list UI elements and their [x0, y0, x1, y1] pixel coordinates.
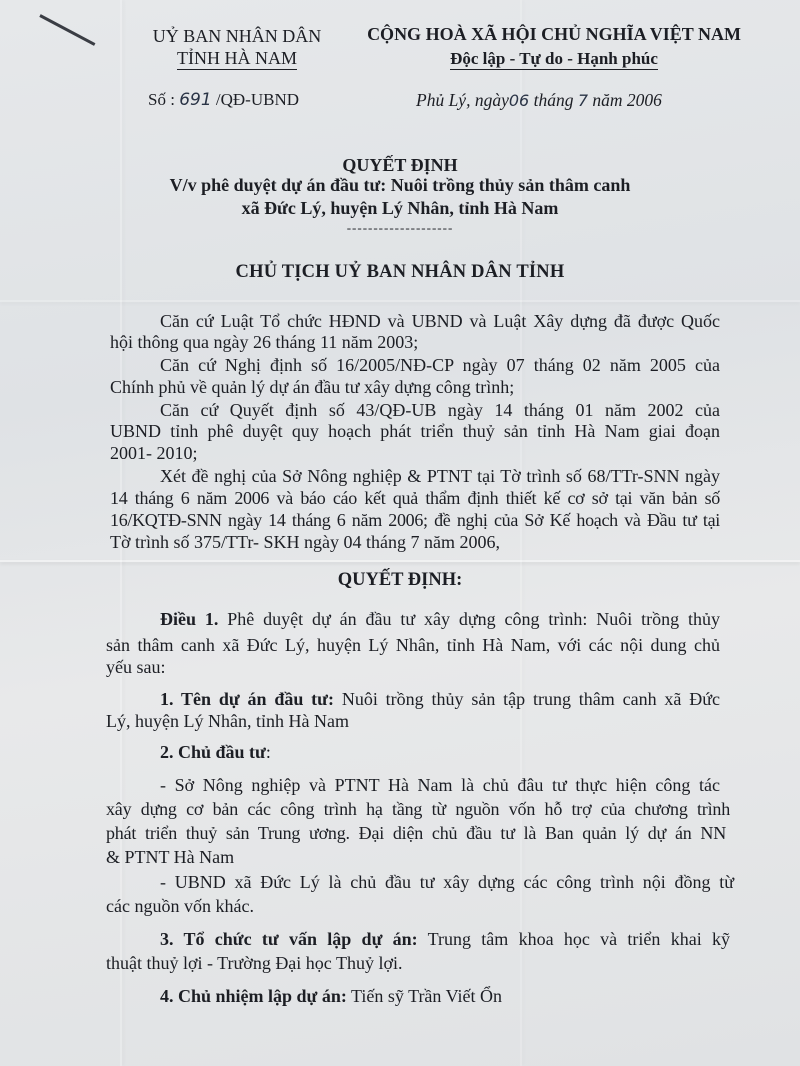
decision-subject-line2: xã Đức Lý, huyện Lý Nhân, tỉnh Hà Nam: [241, 198, 559, 218]
preamble-line: 16/KQTĐ-SNN ngày 14 tháng 6 năm 2006; đề nghị của Sở Kế hoạch và Đầu tư tại: [110, 510, 720, 530]
place-and-date: Phủ Lý, ngày06 tháng 7 năm 2006: [416, 90, 662, 110]
preamble-line: UBND tỉnh phê duyệt quy hoạch phát triển thuỷ sản tỉnh Hà Nam giai đoạn: [110, 421, 720, 441]
item-2-paragraph-line: - UBND xã Đức Lý là chủ đầu tư xây dựng các công trình nội đồng từ: [160, 872, 734, 892]
issuing-organization: UỶ BAN NHÂN DÂN: [152, 26, 322, 46]
preamble-line: 2001- 2010;: [110, 443, 198, 463]
article-1-line: sản thâm canh xã Đức Lý, huyện Lý Nhân, tỉnh Hà Nam, với các nội dung chủ: [106, 635, 720, 655]
item-1-label: 1. Tên dự án đầu tư:: [160, 689, 334, 709]
decision-heading: QUYẾT ĐỊNH:: [337, 570, 463, 590]
item-2-paragraph-line: phát triển thuỷ sản Trung ương. Đại diện chủ đầu tư là Ban quản lý dự án NN: [106, 823, 726, 843]
month-handwritten: 7: [577, 91, 589, 110]
item-2-label: 2. Chủ đầu tư: [160, 742, 266, 762]
issuing-province: TỈNH HÀ NAM: [177, 48, 297, 68]
item-2-heading: 2. Chủ đầu tư:: [160, 742, 271, 762]
preamble-line: hội thông qua ngày 26 tháng 11 năm 2003;: [110, 332, 419, 352]
preamble-line: Căn cứ Nghị định số 16/2005/NĐ-CP ngày 07 tháng 02 năm 2005 của: [160, 355, 720, 375]
preamble-line: Chính phủ về quản lý dự án đầu tư xây dựng công trình;: [110, 377, 515, 397]
national-motto: Độc lập - Tự do - Hạnh phúc: [450, 49, 658, 68]
document-number: Số : 691 /QĐ-UBND: [148, 90, 299, 110]
item-2-paragraph-line: - Sở Nông nghiệp và PTNT Hà Nam là chủ đâu tư thực hiện công tác: [160, 775, 720, 795]
paper-fold-horizontal: [0, 560, 800, 562]
article-1-line: Điều 1. Phê duyệt dự án đầu tư xây dựng công trình: Nuôi trồng thủy: [160, 609, 721, 629]
decision-title: QUYẾT ĐỊNH: [342, 155, 458, 175]
issuing-authority: CHỦ TỊCH UỶ BAN NHÂN DÂN TỈNH: [235, 262, 565, 282]
title-separator: --------------------: [346, 220, 454, 235]
item-4-label: 4. Chủ nhiệm lập dự án:: [160, 986, 347, 1006]
preamble-line: Tờ trình số 375/TTr- SKH ngày 04 tháng 7 năm 2006,: [110, 532, 500, 552]
paper-crease-upper: [0, 300, 800, 302]
corner-pen-mark: [39, 14, 95, 46]
preamble-line: 14 tháng 6 năm 2006 và báo cáo kết quả thẩm định thiết kế cơ sở tại văn bản số: [110, 488, 720, 508]
document-number-handwritten: 691: [179, 90, 212, 110]
item-1-line: 1. Tên dự án đầu tư: Nuôi trồng thủy sản tập trung thâm canh xã Đức: [160, 689, 720, 709]
day-handwritten: 06: [508, 91, 530, 110]
item-1-line: Lý, huyện Lý Nhân, tỉnh Hà Nam: [106, 711, 349, 731]
national-title: CỘNG HOÀ XÃ HỘI CHỦ NGHĨA VIỆT NAM: [367, 24, 741, 44]
item-2-paragraph-line: xây dựng cơ bản các công trình hạ tầng từ nguồn vốn hỗ trợ của chương trình: [106, 799, 730, 819]
decision-subject-line1: V/v phê duyệt dự án đầu tư: Nuôi trồng thủy sản thâm canh: [169, 175, 631, 195]
item-3-line: 3. Tổ chức tư vấn lập dự án: Trung tâm khoa học và triển khai kỹ: [160, 929, 730, 949]
item-2-paragraph-line: & PTNT Hà Nam: [106, 847, 235, 867]
item-3-line: thuật thuỷ lợi - Trường Đại học Thuỷ lợi.: [106, 953, 403, 973]
item-2-paragraph-line: các nguồn vốn khác.: [106, 896, 254, 916]
article-1-line: yếu sau:: [106, 657, 166, 677]
item-4-line: 4. Chủ nhiệm lập dự án: Tiến sỹ Trần Viết Ổn: [160, 986, 503, 1006]
item-3-label: 3. Tổ chức tư vấn lập dự án:: [160, 929, 418, 949]
article-1-label: Điều 1.: [160, 609, 219, 629]
preamble-line: Xét đề nghị của Sở Nông nghiệp & PTNT tại Tờ trình số 68/TTr-SNN ngày: [160, 466, 720, 486]
preamble-line: Căn cứ Luật Tổ chức HĐND và UBND và Luật Xây dựng đã được Quốc: [160, 311, 720, 331]
preamble-line: Căn cứ Quyết định số 43/QĐ-UB ngày 14 tháng 01 năm 2002 của: [160, 400, 720, 420]
